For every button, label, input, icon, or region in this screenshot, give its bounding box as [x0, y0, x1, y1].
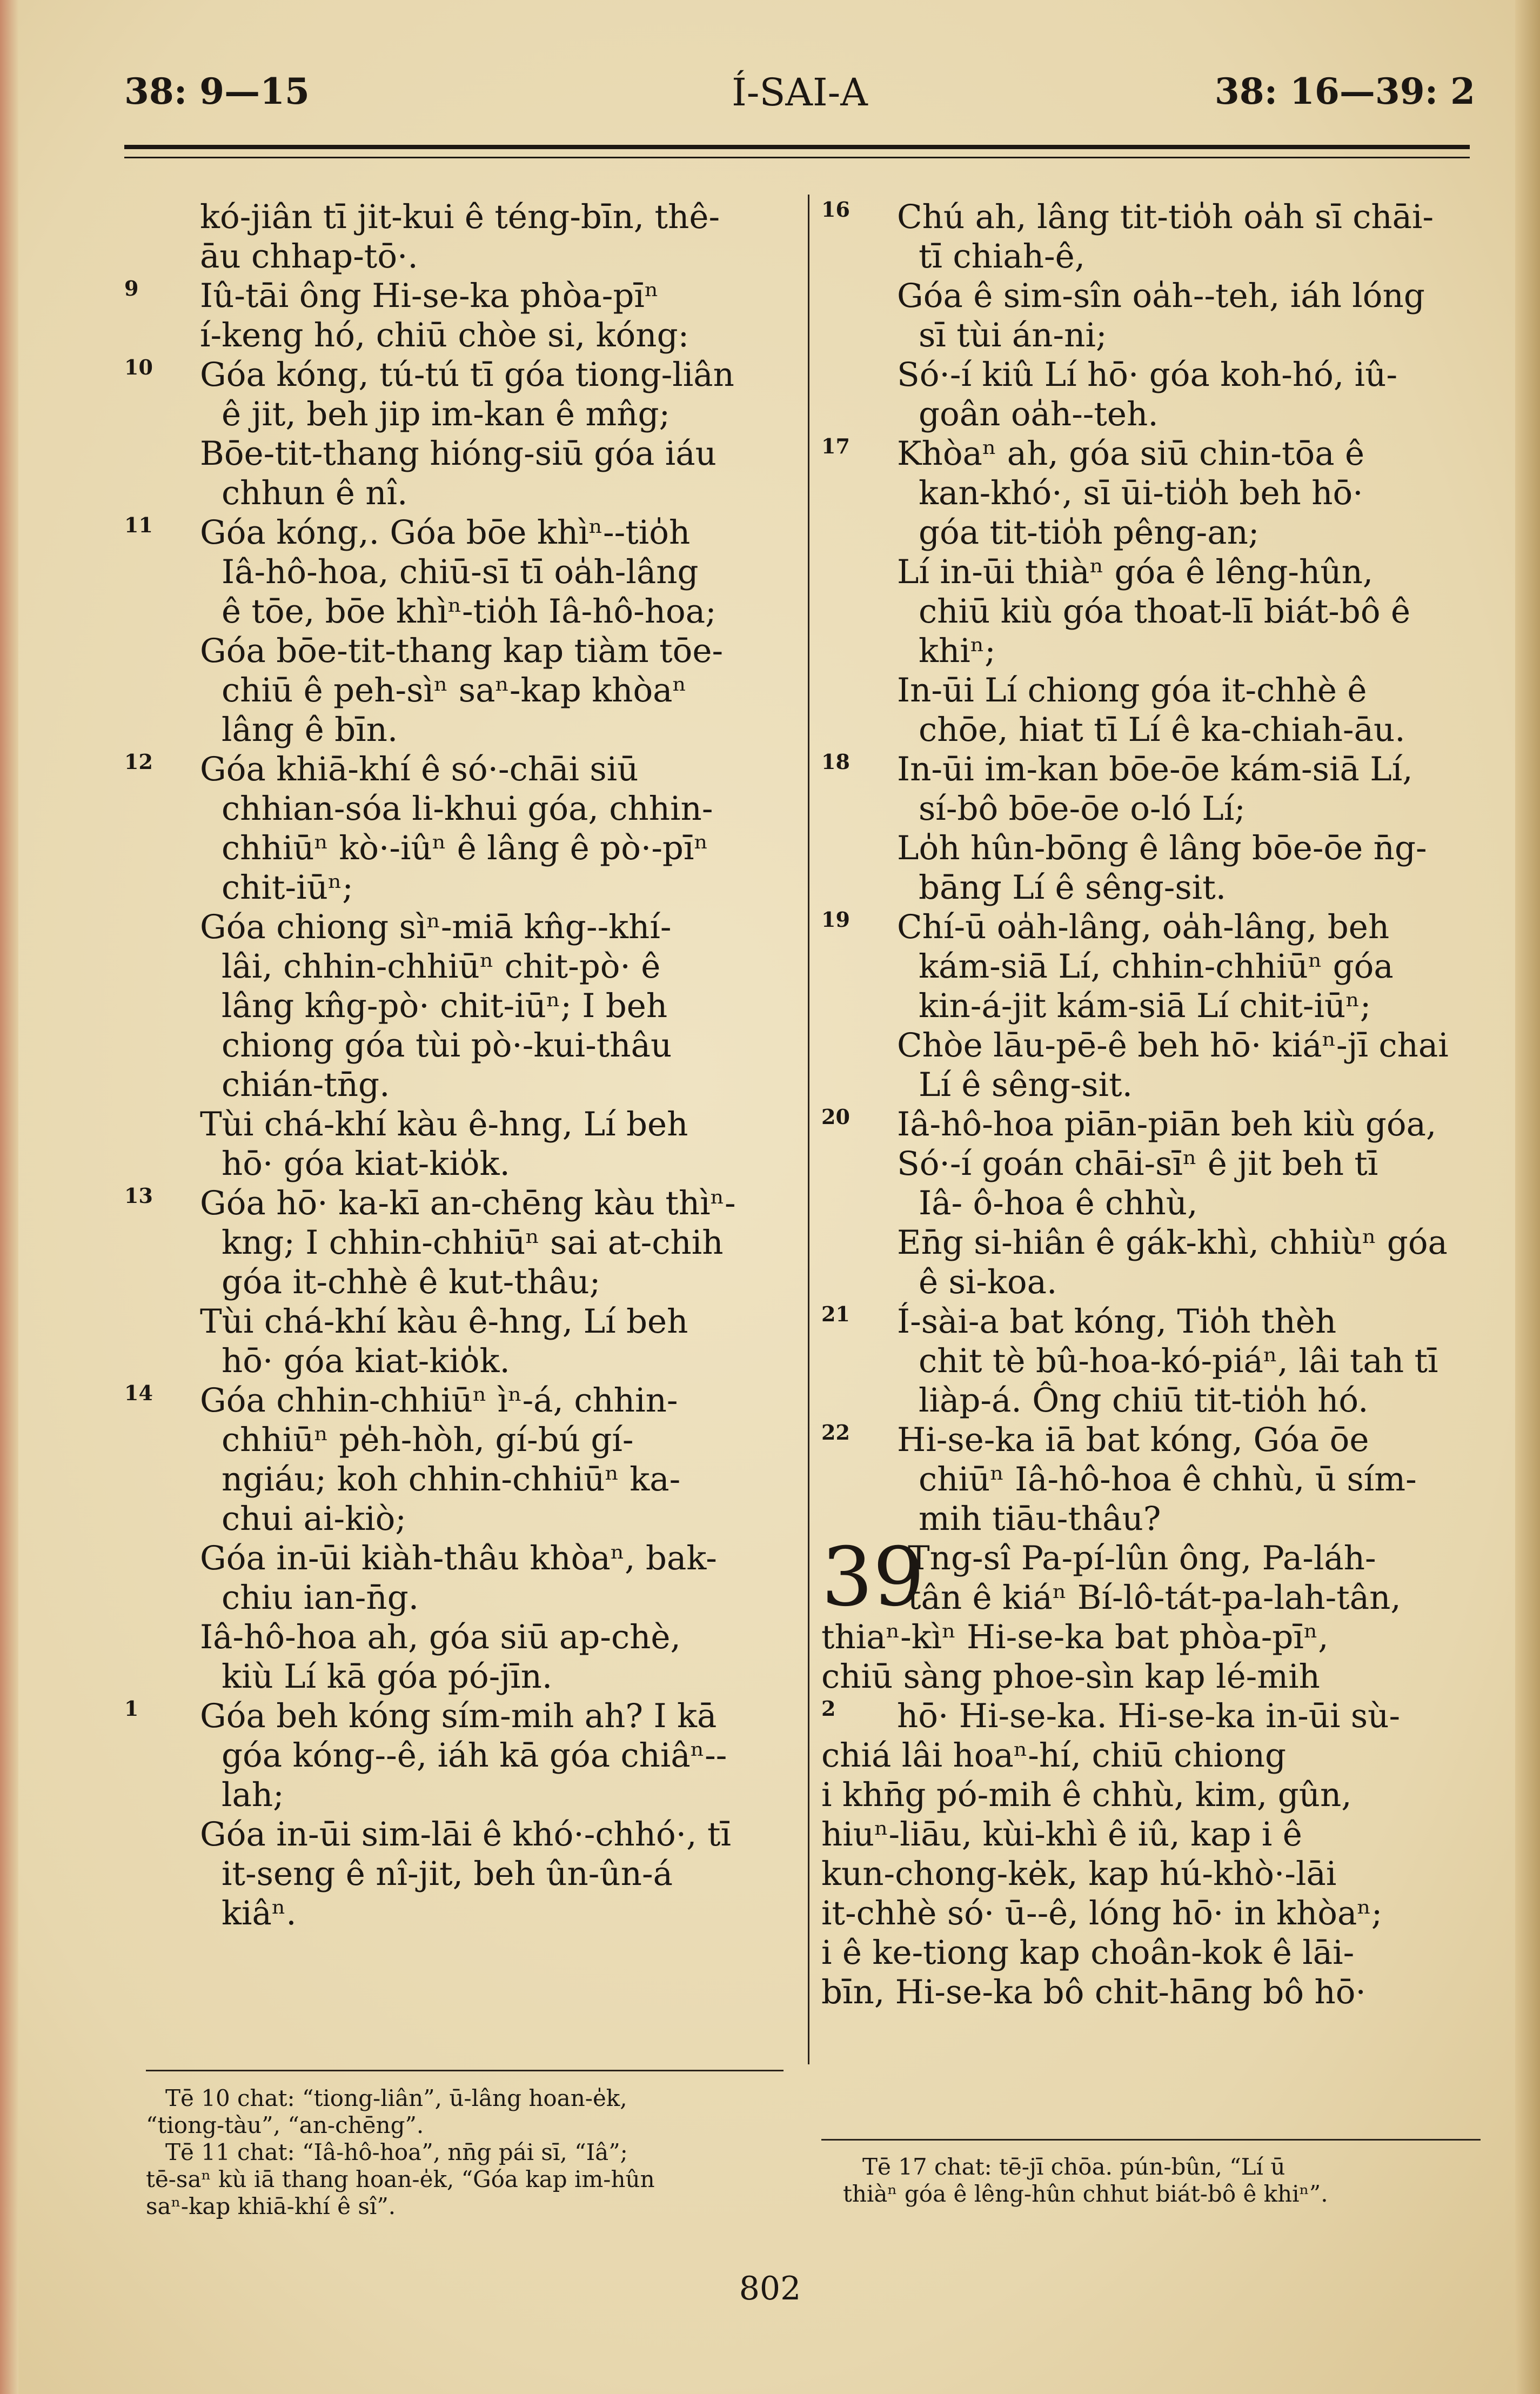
- right-column: [821, 197, 1481, 2012]
- verse-line: [124, 1894, 794, 1933]
- verse-text: thiaⁿ-kìⁿ Hi-se-ka bat phòa-pīⁿ,: [821, 1618, 1329, 1656]
- verse-line: [124, 1854, 794, 1894]
- footnote-line: saⁿ-kap khiā-khí ê sî”.: [146, 2193, 396, 2219]
- verse-line: [821, 513, 1481, 552]
- verse-line: [821, 1736, 1481, 1775]
- verse-text: góa kóng--ê, iáh kā góa chiâⁿ--: [222, 1736, 727, 1775]
- chapter-number: 39: [821, 1530, 925, 1624]
- verse-text: chiong góa tùi pò·-kui-thâu: [222, 1026, 672, 1065]
- verse-text: Khòaⁿ ah, góa siū chin-tōa ê: [897, 434, 1365, 473]
- verse-text: āu chhap-tō·.: [200, 237, 418, 276]
- verse-text: Tng-sî Pa-pí-lûn ông, Pa-láh-: [908, 1539, 1376, 1577]
- footnote-line: Tē 10 chat: “tiong-liân”, ū-lâng hoan-e̍k,: [165, 2085, 627, 2111]
- verse-text: liàp-á. Ông chiū tit-tio̍h hó.: [919, 1381, 1369, 1420]
- verse-line: [124, 473, 794, 513]
- verse-text: Góa kóng,. Góa bōe khìⁿ--tio̍h: [200, 513, 691, 552]
- verse-text: chui ai-kiò;: [222, 1500, 406, 1538]
- verse-line: [124, 789, 794, 828]
- verse-text: Góa in-ūi kiàh-thâu khòaⁿ, bak-: [200, 1539, 717, 1577]
- verse-line: [821, 1578, 1481, 1617]
- verse-line: [124, 631, 794, 671]
- verse-line: [821, 434, 1481, 473]
- footnote-line: “tiong-tàu”, “an-chēng”.: [146, 2112, 424, 2138]
- verse-line: [821, 355, 1481, 394]
- verse-text: bāng Lí ê sêng-sit.: [919, 868, 1227, 907]
- verse-line: [124, 316, 794, 355]
- verse-line: [124, 1696, 794, 1736]
- verse-text: Góa kóng, tú-tú tī góa tiong-liân: [200, 356, 734, 394]
- verse-text: Só·-í goán chāi-sīⁿ ê jit beh tī: [897, 1145, 1378, 1183]
- verse-number: 20: [821, 1105, 850, 1129]
- verse-line: [124, 1105, 794, 1144]
- verse-line: [124, 1499, 794, 1539]
- verse-text: sí-bô bōe-ōe o-ló Lí;: [919, 790, 1246, 828]
- verse-line: [124, 513, 794, 552]
- verse-text: goân oa̍h--teh.: [919, 395, 1159, 433]
- verse-line: [124, 552, 794, 592]
- verse-text: it-seng ê nî-jit, beh ûn-ûn-á: [222, 1855, 673, 1893]
- verse-text: chhian-sóa li-khui góa, chhin-: [222, 790, 713, 828]
- verse-text: mih tiāu-thâu?: [919, 1500, 1161, 1538]
- verse-text: Chòe lāu-pē-ê beh hō· kiáⁿ-jī chai: [897, 1026, 1449, 1065]
- verse-line: [124, 1065, 794, 1105]
- verse-text: bīn, Hi-se-ka bô chit-hāng bô hō·: [821, 1973, 1366, 2011]
- verse-text: Góa khiā-khí ê só·-chāi siū: [200, 750, 639, 788]
- verse-line: [821, 1894, 1481, 1933]
- footnotes-right: [843, 2154, 1481, 2208]
- verse-line: [821, 1617, 1481, 1657]
- verse-line: [821, 1105, 1481, 1144]
- verse-line: [124, 907, 794, 947]
- chapter-39-block: [821, 1530, 1481, 2012]
- verse-text: Góa bōe-tit-thang kap tiàm tōe-: [200, 632, 724, 670]
- verse-text: tân ê kiáⁿ Bí-lô-tát-pa-lah-tân,: [908, 1579, 1401, 1617]
- verse-line: [124, 1539, 794, 1578]
- verse-line: [124, 1144, 794, 1183]
- verse-number: 18: [821, 750, 850, 774]
- verse-line: [124, 710, 794, 750]
- verse-line: [124, 1617, 794, 1657]
- verse-text: lah;: [222, 1776, 284, 1814]
- verse-line: [821, 1223, 1481, 1262]
- verse-text: Iâ-hô-hoa piān-piān beh kiù góa,: [897, 1105, 1437, 1143]
- verse-number: 12: [124, 750, 153, 774]
- verse-text: i khn̄g pó-mih ê chhù, kim, gûn,: [821, 1776, 1352, 1814]
- verse-line: [821, 1262, 1481, 1302]
- verse-line: [124, 1302, 794, 1341]
- footnote-line: Tē 11 chat: “Iâ-hô-hoa”, nn̄g pái sī, “Iâ”;: [165, 2139, 628, 2165]
- verse-text: Góa ê sim-sîn oa̍h--teh, iáh lóng: [897, 277, 1425, 315]
- verse-line: [124, 671, 794, 710]
- verse-line: [821, 552, 1481, 592]
- verse-line: [124, 434, 794, 473]
- verse-line: [821, 868, 1481, 907]
- verse-text: kin-á-jit kám-siā Lí chit-iūⁿ;: [919, 987, 1371, 1025]
- verse-text: Í-sài-a bat kóng, Tio̍h thèh: [897, 1302, 1337, 1341]
- verse-text: chōe, hiat tī Lí ê ka-chiah-āu.: [919, 711, 1405, 749]
- verse-text: chián-tn̄g.: [222, 1066, 390, 1104]
- running-header: [124, 70, 1475, 130]
- verse-text: chiū ê peh-sìⁿ saⁿ-kap khòaⁿ: [222, 671, 687, 710]
- verse-text: ê si-koa.: [919, 1263, 1057, 1301]
- verse-text: chiu ian-n̄g.: [222, 1579, 419, 1617]
- column-divider: [808, 195, 809, 2064]
- verse-line: [821, 907, 1481, 947]
- left-column: [124, 197, 794, 1933]
- verse-line: [821, 671, 1481, 710]
- verse-line: [124, 1578, 794, 1617]
- verse-line: [821, 1815, 1481, 1854]
- footnote-rule-right: [821, 2139, 1481, 2141]
- verse-text: chit tè bû-hoa-kó-piáⁿ, lâi tah tī: [919, 1342, 1438, 1380]
- verse-line: [821, 789, 1481, 828]
- verse-text: tī chiah-ê,: [919, 237, 1086, 276]
- verse-text: Iâ- ô-hoa ê chhù,: [919, 1184, 1198, 1222]
- verse-text: ngiáu; koh chhin-chhiūⁿ ka-: [222, 1460, 681, 1499]
- verse-number: 21: [821, 1302, 850, 1326]
- verse-text: góa it-chhè ê kut-thâu;: [222, 1263, 601, 1301]
- verse-text: kiâⁿ.: [222, 1894, 297, 1932]
- page-edge-right: [1515, 0, 1540, 2394]
- header-rule: [124, 145, 1470, 149]
- verse-text: Góa chiong sìⁿ-miā kn̂g--khí-: [200, 908, 672, 946]
- verse-line: [821, 947, 1481, 986]
- verse-line: [821, 631, 1481, 671]
- verse-text: Só·-í kiû Lí hō· góa koh-hó, iû-: [897, 356, 1398, 394]
- verse-line: [124, 1460, 794, 1499]
- verse-line: [821, 750, 1481, 789]
- verse-text: Góa hō· ka-kī an-chēng kàu thìⁿ-: [200, 1184, 736, 1222]
- verse-line: [821, 1972, 1481, 2012]
- verse-number: 14: [124, 1381, 153, 1405]
- verse-text: kng; I chhin-chhiūⁿ sai at-chih: [222, 1223, 724, 1262]
- verse-text: Bōe-tit-thang hióng-siū góa iáu: [200, 434, 717, 473]
- verse-text: Iâ-hô-hoa, chiū-sī tī oa̍h-lâng: [222, 553, 699, 591]
- verse-line: [124, 986, 794, 1026]
- verse-line: [821, 828, 1481, 868]
- verse-range-right: 38: 16—39: 2: [1214, 70, 1475, 112]
- verse-text: kó-jiân tī jit-kui ê téng-bīn, thê-: [200, 198, 720, 236]
- verse-text: Tùi chá-khí kàu ê-hng, Lí beh: [200, 1302, 688, 1341]
- verse-text: Tùi chá-khí kàu ê-hng, Lí beh: [200, 1105, 688, 1143]
- verse-number: 11: [124, 513, 153, 537]
- verse-text: Iâ-hô-hoa ah, góa siū ap-chè,: [200, 1618, 681, 1656]
- verse-line: [124, 1341, 794, 1381]
- verse-line: [821, 197, 1481, 237]
- verse-line: [821, 1775, 1481, 1815]
- verse-text: En̄g si-hiân ê gák-khì, chhiùⁿ góa: [897, 1223, 1448, 1262]
- verse-text: chhiūⁿ kò·-iûⁿ ê lâng ê pò·-pīⁿ: [222, 829, 708, 867]
- verse-line: [821, 1933, 1481, 1972]
- verse-text: chit-iūⁿ;: [222, 868, 353, 907]
- verse-line: [821, 592, 1481, 631]
- footnotes-left: [146, 2085, 784, 2220]
- verse-line: [124, 750, 794, 789]
- verse-number: 9: [124, 276, 139, 300]
- verse-text: sī tùi án-ni;: [919, 316, 1107, 355]
- verse-line: [821, 1026, 1481, 1065]
- verse-line: [124, 1381, 794, 1420]
- footnote-line: tē-saⁿ kù iā thang hoan-e̍k, “Góa kap im-hûn: [146, 2166, 655, 2192]
- verse-range-left: 38: 9—15: [124, 70, 310, 112]
- verse-number: 16: [821, 197, 850, 222]
- verse-text: Lí in-ūi thiàⁿ góa ê lêng-hûn,: [897, 553, 1374, 591]
- verse-line: [821, 1460, 1481, 1499]
- footnote-line: Tē 17 chat: tē-jī chōa. pún-bûn, “Lí ū: [862, 2154, 1285, 2180]
- verse-text: chhun ê nî.: [222, 474, 408, 512]
- verse-line: [821, 394, 1481, 434]
- verse-line: [821, 237, 1481, 276]
- verse-text: Iû-tāi ông Hi-se-ka phòa-pīⁿ: [200, 277, 659, 315]
- page-edge-left: [0, 0, 18, 2394]
- verse-line: [124, 355, 794, 394]
- verse-line: [821, 1657, 1481, 1696]
- verse-line: [124, 276, 794, 316]
- verse-text: chiá lâi hoaⁿ-hí, chiū chiong: [821, 1736, 1287, 1775]
- verse-number: 13: [124, 1183, 153, 1208]
- verse-line: [124, 1657, 794, 1696]
- verse-text: kám-siā Lí, chhin-chhiūⁿ góa: [919, 947, 1394, 986]
- verse-line: [821, 1696, 1481, 1736]
- verse-line: [821, 1854, 1481, 1894]
- verse-line: [821, 1539, 1481, 1578]
- verse-line: [821, 1183, 1481, 1223]
- verse-text: Chí-ū oa̍h-lâng, oa̍h-lâng, beh: [897, 908, 1390, 946]
- verse-text: it-chhè só· ū--ê, lóng hō· in khòaⁿ;: [821, 1894, 1383, 1932]
- verse-text: kan-khó·, sī ūi-tio̍h beh hō·: [919, 474, 1363, 512]
- verse-text: hiuⁿ-liāu, kùi-khì ê iû, kap i ê: [821, 1815, 1302, 1854]
- verse-line: [821, 473, 1481, 513]
- verse-line: [124, 1262, 794, 1302]
- verse-text: kun-chong-kėk, kap hú-khò·-lāi: [821, 1855, 1337, 1893]
- verse-line: [124, 1420, 794, 1460]
- verse-number: 2: [821, 1696, 836, 1721]
- verse-text: khiⁿ;: [919, 632, 996, 670]
- verse-text: Góa in-ūi sim-lāi ê khó·-chhó·, tī: [200, 1815, 731, 1854]
- verse-line: [821, 1420, 1481, 1460]
- verse-text: Lo̍h hûn-bōng ê lâng bōe-ōe n̄g-: [897, 829, 1427, 867]
- verse-text: góa tit-tio̍h pêng-an;: [919, 513, 1260, 552]
- verse-number: 19: [821, 907, 850, 932]
- verse-line: [124, 1183, 794, 1223]
- verse-line: [124, 868, 794, 907]
- verse-text: chiūⁿ Iâ-hô-hoa ê chhù, ū sím-: [919, 1460, 1417, 1499]
- verse-text: ê jit, beh jip im-kan ê mn̂g;: [222, 395, 671, 433]
- verse-text: chhiūⁿ pe̍h-hòh, gí-bú gí-: [222, 1421, 634, 1459]
- verse-line: [821, 1381, 1481, 1420]
- verse-text: lâng ê bīn.: [222, 711, 398, 749]
- verse-text: Góa beh kóng sím-mih ah? I kā: [200, 1697, 717, 1735]
- verse-number: 10: [124, 355, 153, 379]
- verse-text: ê tōe, bōe khìⁿ-tio̍h Iâ-hô-hoa;: [222, 592, 717, 631]
- verse-text: kiù Lí kā góa pó-jīn.: [222, 1657, 553, 1696]
- verse-text: Góa chhin-chhiūⁿ ìⁿ-á, chhin-: [200, 1381, 678, 1420]
- footnote-line: thiàⁿ góa ê lêng-hûn chhut biát-bô ê khiⁿ”.: [843, 2181, 1328, 2207]
- verse-line: [821, 1144, 1481, 1183]
- verse-line: [821, 316, 1481, 355]
- verse-line: [124, 947, 794, 986]
- verse-text: í-keng hó, chiū chòe si, kóng:: [200, 316, 689, 355]
- footnote-rule-left: [146, 2070, 784, 2071]
- page-number: 802: [739, 2270, 801, 2308]
- verse-text: In-ūi im-kan bōe-ōe kám-siā Lí,: [897, 750, 1413, 788]
- verse-text: Chú ah, lâng tit-tio̍h oa̍h sī chāi-: [897, 198, 1434, 236]
- book-title: Í-SAI-A: [732, 70, 868, 115]
- verse-line: [821, 986, 1481, 1026]
- right-column-verses: [821, 197, 1481, 1539]
- verse-text: i ê ke-tiong kap choân-kok ê lāi-: [821, 1934, 1355, 1972]
- verse-line: [124, 197, 794, 237]
- verse-number: 22: [821, 1420, 850, 1445]
- verse-text: chiū kiù góa thoat-lī biát-bô ê: [919, 592, 1411, 631]
- verse-line: [124, 1026, 794, 1065]
- verse-line: [124, 828, 794, 868]
- chapter-39-lines: [821, 1530, 1481, 2012]
- verse-text: chiū sàng phoe-sìn kap lé-mih: [821, 1657, 1320, 1696]
- verse-text: lâi, chhin-chhiūⁿ chit-pò· ê: [222, 947, 661, 986]
- verse-line: [124, 1736, 794, 1775]
- verse-line: [124, 1815, 794, 1854]
- verse-text: lâng kn̂g-pò· chit-iūⁿ; I beh: [222, 987, 668, 1025]
- verse-line: [124, 1223, 794, 1262]
- verse-line: [821, 710, 1481, 750]
- verse-line: [124, 592, 794, 631]
- verse-number: 17: [821, 434, 850, 458]
- verse-line: [124, 394, 794, 434]
- header-rule-thin: [124, 157, 1470, 158]
- verse-line: [124, 237, 794, 276]
- verse-line: [821, 1341, 1481, 1381]
- verse-number: 1: [124, 1696, 139, 1721]
- verse-text: hō· góa kiat-kio̍k.: [222, 1342, 510, 1380]
- verse-text: hō· góa kiat-kio̍k.: [222, 1145, 510, 1183]
- verse-text: hō· Hi-se-ka. Hi-se-ka in-ūi sù-: [897, 1697, 1401, 1735]
- verse-text: Lí ê sêng-sit.: [919, 1066, 1133, 1104]
- verse-line: [821, 276, 1481, 316]
- verse-line: [124, 1775, 794, 1815]
- verse-text: In-ūi Lí chiong góa it-chhè ê: [897, 671, 1367, 710]
- verse-text: Hi-se-ka iā bat kóng, Góa ōe: [897, 1421, 1369, 1459]
- verse-line: [821, 1065, 1481, 1105]
- verse-line: [821, 1302, 1481, 1341]
